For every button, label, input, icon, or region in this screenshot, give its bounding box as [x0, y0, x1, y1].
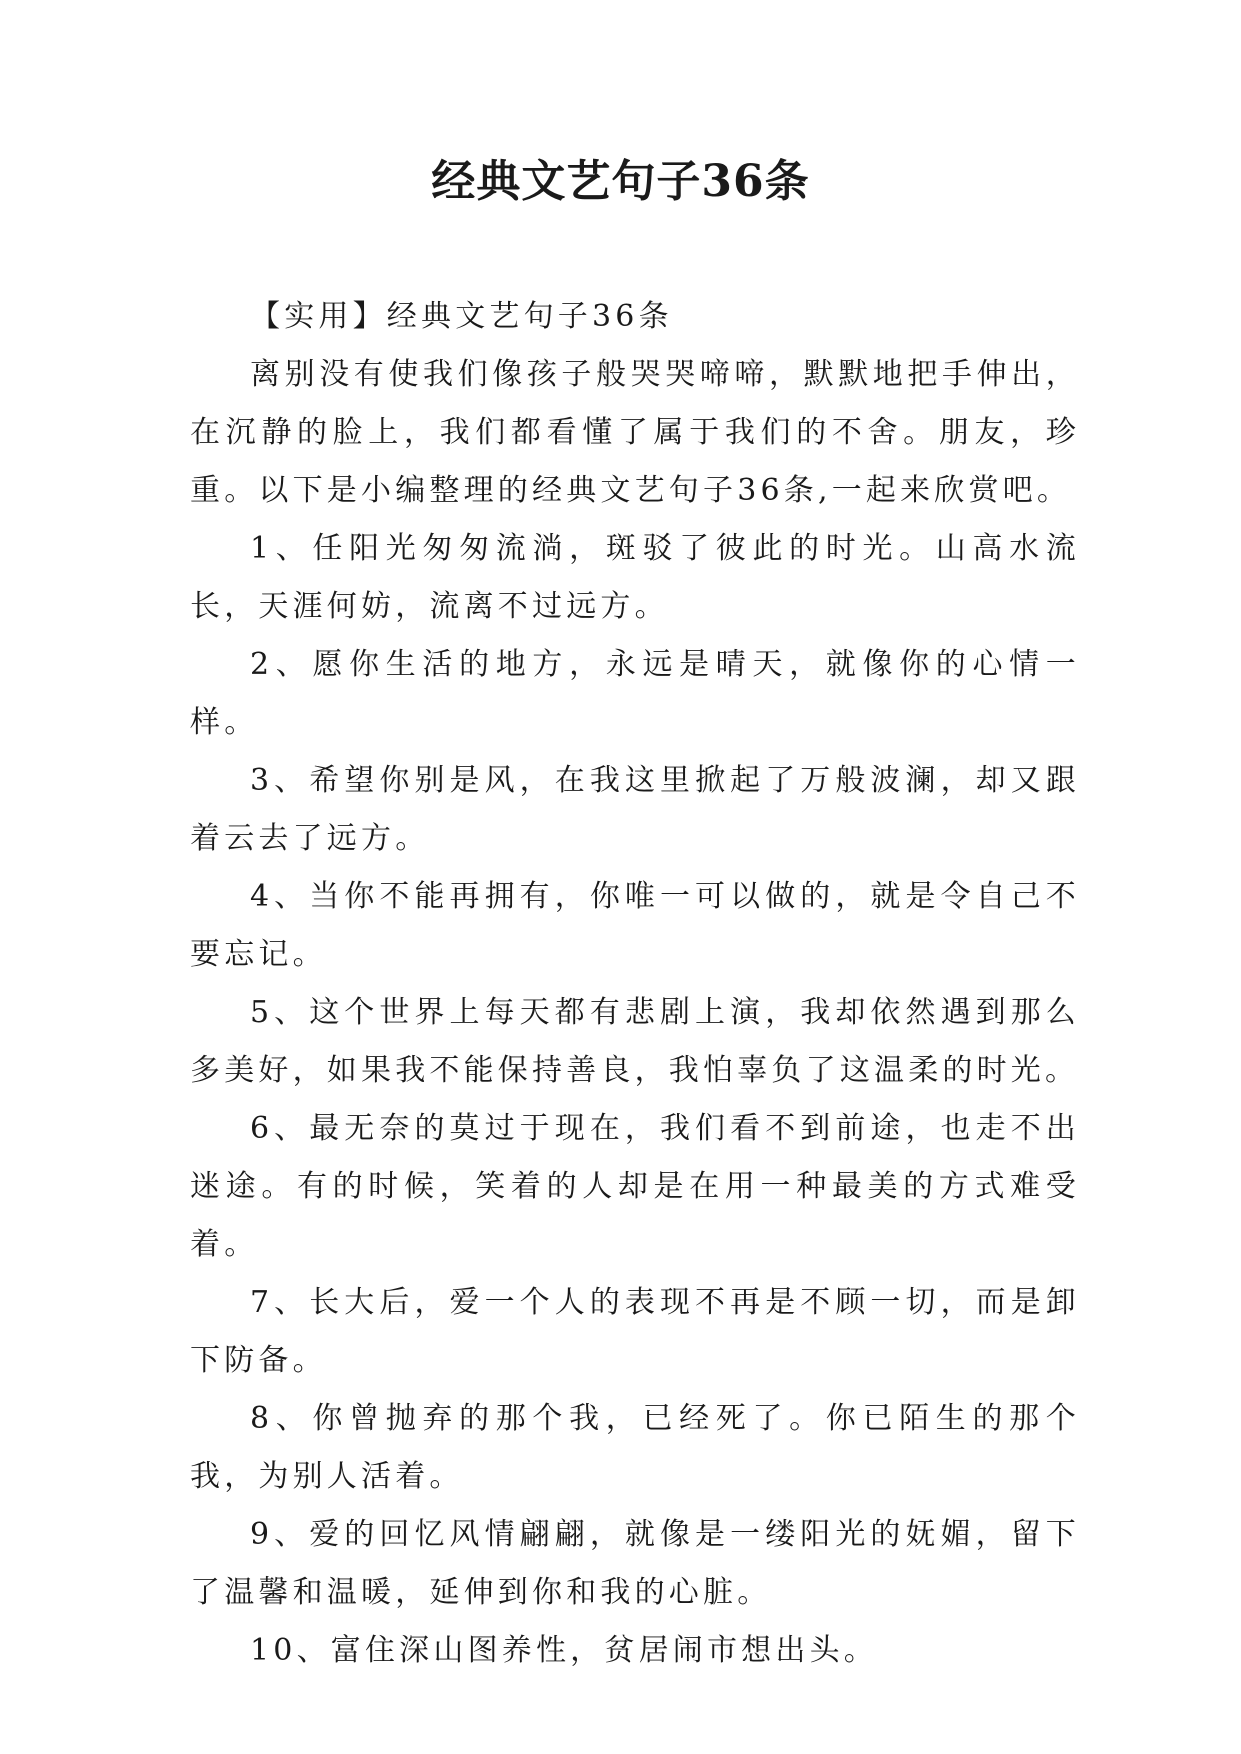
list-item-7: 7、长大后，爱一个人的表现不再是不顾一切，而是卸下防备。: [190, 1285, 1080, 1378]
list-item-9: 9、爱的回忆风情翩翩，就像是一缕阳光的妩媚，留下了温馨和温暖，延伸到你和我的心脏。: [190, 1517, 1080, 1610]
list-item-5: 5、这个世界上每天都有悲剧上演，我却依然遇到那么多美好，如果我不能保持善良，我怕辜负了这温柔的时光。: [190, 995, 1080, 1088]
list-item-1: 1、任阳光匆匆流淌，斑驳了彼此的时光。山高水流长，天涯何妨，流离不过远方。: [190, 531, 1080, 624]
intro-heading: 【实用】经典文艺句子36条: [250, 299, 673, 334]
list-item-2: 2、愿你生活的地方，永远是晴天，就像你的心情一样。: [190, 647, 1080, 740]
page-title: 经典文艺句子36条: [431, 156, 810, 207]
list-item-3: 3、希望你别是风，在我这里掀起了万般波澜，却又跟着云去了远方。: [190, 763, 1080, 856]
list-item-8: 8、你曾抛弃的那个我，已经死了。你已陌生的那个我，为别人活着。: [190, 1401, 1080, 1494]
intro-paragraph: 离别没有使我们像孩子般哭哭啼啼，默默地把手伸出，在沉静的脸上，我们都看懂了属于我们的不舍。朋友，珍重。以下是小编整理的经典文艺句子36条,一起来欣赏吧。: [190, 357, 1080, 508]
list-item-10: 10、富住深山图养性，贫居闹市想出头。: [250, 1633, 878, 1668]
document-body: [190, 288, 1080, 1680]
list-item-6: 6、最无奈的莫过于现在，我们看不到前途，也走不出迷途。有的时候，笑着的人却是在用一种最美的方式难受着。: [190, 1111, 1080, 1262]
list-item-4: 4、当你不能再拥有，你唯一可以做的，就是令自己不要忘记。: [190, 879, 1080, 972]
